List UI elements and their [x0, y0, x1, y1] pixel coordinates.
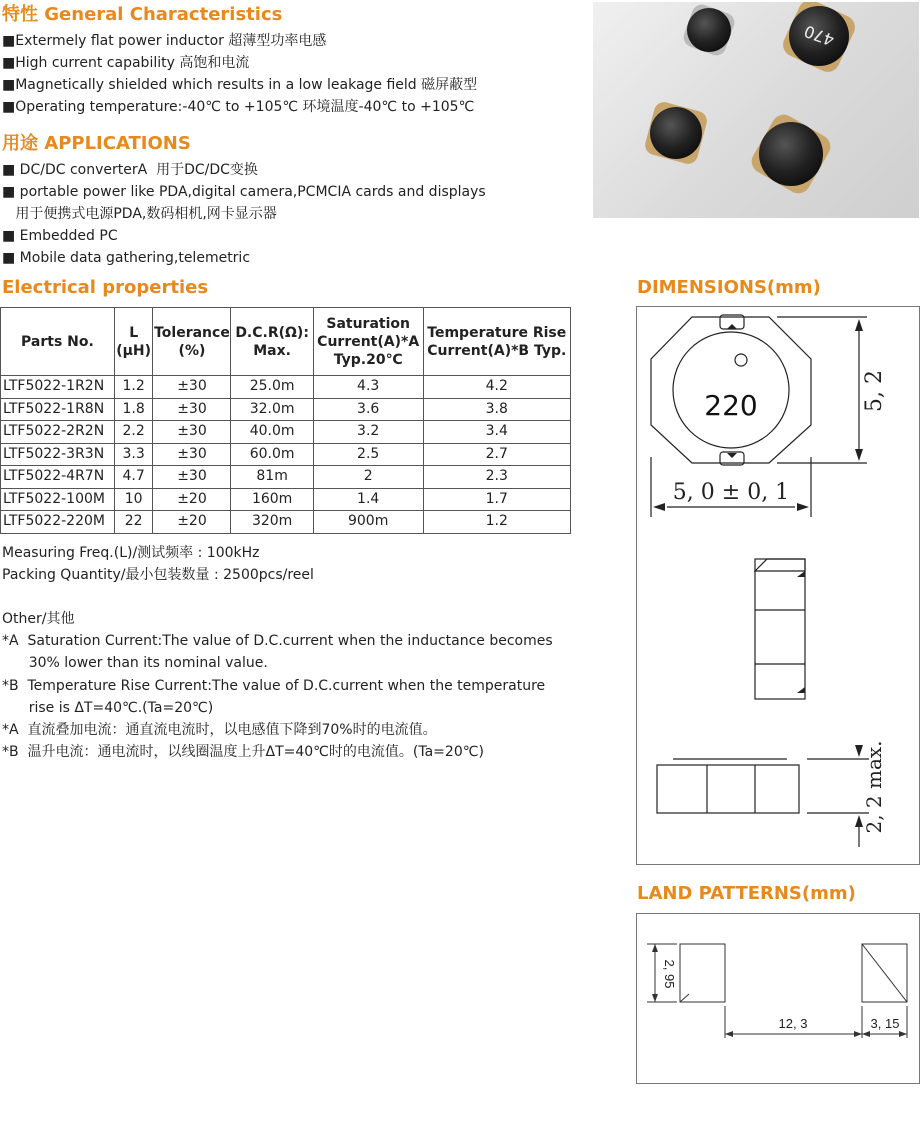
table-cell: ±30 — [153, 421, 231, 444]
table-cell: 900m — [313, 511, 423, 534]
table-row — [1, 376, 571, 399]
note-line: 30% lower than its nominal value. — [2, 655, 268, 671]
spacing-label: 12, 3 — [778, 1016, 808, 1031]
table-cell: 32.0m — [231, 398, 313, 421]
dimension-marking: 220 — [704, 389, 758, 422]
table-cell: 1.2 — [423, 511, 570, 534]
col-header-l: L (μH) — [114, 308, 153, 376]
table-cell: 22 — [114, 511, 153, 534]
general-item: ■High current capability 高饱和电流 — [2, 55, 250, 71]
table-cell: LTF5022-100M — [1, 488, 115, 511]
table-cell: 3.4 — [423, 421, 570, 444]
inductor-part-3 — [643, 100, 709, 166]
width-label: 5, 0 ± 0, 1 — [672, 480, 790, 505]
table-cell: ±30 — [153, 443, 231, 466]
table-row — [1, 488, 571, 511]
col-header-saturation: Saturation Current(A)*A Typ.20℃ — [313, 308, 423, 376]
land-pad-left — [680, 944, 725, 1002]
land-patterns-title: LAND PATTERNS(mm) — [637, 883, 856, 904]
table-cell: 1.2 — [114, 376, 153, 399]
table-cell: LTF5022-1R2N — [1, 376, 115, 399]
table-header-row — [1, 308, 571, 376]
table-cell: 2.5 — [313, 443, 423, 466]
table-cell: 2.7 — [423, 443, 570, 466]
col-header-temp-rise: Temperature Rise Current(A)*B Typ. — [423, 308, 570, 376]
table-cell: 40.0m — [231, 421, 313, 444]
note-line: *B 温升电流：通电流时，以线圈温度上升ΔT=40℃时的电流值。(Ta=20℃) — [2, 744, 484, 760]
dimensions-drawing — [636, 306, 920, 865]
col-header-tolerance: Tolerance (%) — [153, 308, 231, 376]
table-cell: 10 — [114, 488, 153, 511]
part-marking-470: 470 — [801, 21, 837, 50]
table-cell: LTF5022-220M — [1, 511, 115, 534]
general-item: ■Magnetically shielded which results in a low leakage field 磁屏蔽型 — [2, 77, 478, 93]
table-cell: 1.8 — [114, 398, 153, 421]
general-item: ■Extermely flat power inductor 超薄型功率电感 — [2, 33, 327, 49]
table-cell: 320m — [231, 511, 313, 534]
table-row — [1, 511, 571, 534]
table-cell: 2.3 — [423, 466, 570, 489]
application-item: 用于便携式电源PDA,数码相机,网卡显示器 — [2, 206, 277, 222]
inductor-photo-illustration — [593, 2, 919, 218]
table-cell: 3.6 — [313, 398, 423, 421]
table-cell: 81m — [231, 466, 313, 489]
table-cell: ±20 — [153, 488, 231, 511]
pad-height-label: 2, 95 — [662, 959, 677, 989]
table-cell: LTF5022-2R2N — [1, 421, 115, 444]
inductor-part-4 — [747, 110, 834, 197]
general-item: ■Operating temperature:-40℃ to +105℃ 环境温度-40℃ to +105℃ — [2, 99, 475, 115]
land-patterns-drawing — [636, 913, 920, 1084]
application-item: ■ Embedded PC — [2, 228, 118, 244]
table-cell: LTF5022-4R7N — [1, 466, 115, 489]
applications-title: 用途 APPLICATIONS — [2, 133, 191, 154]
measuring-freq: Measuring Freq.(L)/测试频率 : 100kHz — [2, 545, 260, 561]
pad-width-label: 3, 15 — [870, 1016, 900, 1031]
table-cell: 3.3 — [114, 443, 153, 466]
height-label: 5, 2 — [862, 370, 887, 412]
application-item: ■ DC/DC converterA 用于DC/DC变换 — [2, 162, 258, 178]
note-line: *A Saturation Current:The value of D.C.current when the inductance becomes — [2, 633, 553, 649]
table-row — [1, 398, 571, 421]
table-cell: 25.0m — [231, 376, 313, 399]
dimensions-title: DIMENSIONS(mm) — [637, 277, 821, 298]
inductor-part-1 — [681, 2, 737, 58]
land-patterns-svg — [637, 914, 919, 1083]
col-header-dcr: D.C.R(Ω): Max. — [231, 308, 313, 376]
packing-quantity: Packing Quantity/最小包装数量 : 2500pcs/reel — [2, 567, 314, 583]
note-line: *B Temperature Rise Current:The value of D.C.current when the temperature — [2, 678, 546, 694]
table-cell: 1.4 — [313, 488, 423, 511]
electrical-table — [0, 307, 571, 534]
table-row — [1, 466, 571, 489]
application-item: ■ portable power like PDA,digital camera,PCMCIA cards and displays — [2, 184, 486, 200]
other-title: Other/其他 — [2, 611, 75, 627]
table-cell: ±30 — [153, 376, 231, 399]
col-header-parts: Parts No. — [1, 308, 115, 376]
table-cell: LTF5022-3R3N — [1, 443, 115, 466]
table-cell: 2 — [313, 466, 423, 489]
table-cell: 4.7 — [114, 466, 153, 489]
table-cell: 4.3 — [313, 376, 423, 399]
table-row — [1, 421, 571, 444]
table-cell: ±30 — [153, 466, 231, 489]
product-photo — [593, 2, 919, 218]
table-cell: ±30 — [153, 398, 231, 421]
note-line: rise is ΔT=40℃.(Ta=20℃) — [2, 700, 214, 716]
dimensions-svg — [637, 307, 919, 864]
table-cell: 2.2 — [114, 421, 153, 444]
general-title: 特性 General Characteristics — [2, 4, 283, 25]
inductor-part-2 — [779, 2, 859, 76]
application-item: ■ Mobile data gathering,telemetric — [2, 250, 251, 266]
thickness-label: 2, 2 max. — [862, 740, 886, 834]
table-cell: LTF5022-1R8N — [1, 398, 115, 421]
electrical-title: Electrical properties — [2, 277, 209, 298]
table-cell: 3.2 — [313, 421, 423, 444]
table-cell: 60.0m — [231, 443, 313, 466]
table-cell: 1.7 — [423, 488, 570, 511]
table-cell: 160m — [231, 488, 313, 511]
table-cell: ±20 — [153, 511, 231, 534]
table-row — [1, 443, 571, 466]
table-cell: 4.2 — [423, 376, 570, 399]
table-cell: 3.8 — [423, 398, 570, 421]
note-line: *A 直流叠加电流：通直流电流时，以电感值下降到70%时的电流值。 — [2, 722, 437, 738]
